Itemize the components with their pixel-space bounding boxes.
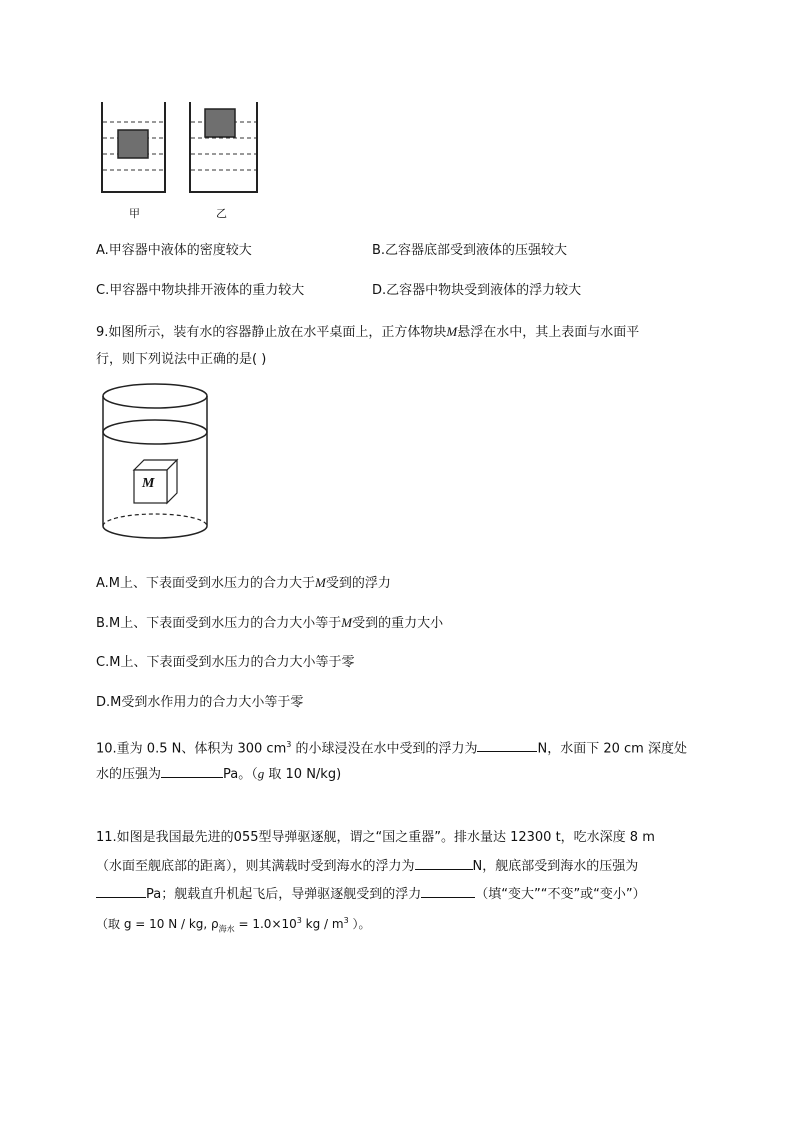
q10-text-c: N，水面下 20 cm 深度处 xyxy=(537,741,687,757)
q10-blank-2[interactable] xyxy=(161,763,223,778)
q10-text-b: 的小球浸没在水中受到的浮力为 xyxy=(291,741,478,757)
q11-text-h: ）。 xyxy=(348,917,371,931)
q9-option-b xyxy=(96,613,443,634)
q9-option-c-text: 上、下表面受到水压力的合力大小等于零 xyxy=(120,655,355,670)
q9-option-b-text1: 上、下表面受到水压力的合力大小等于 xyxy=(120,616,342,631)
q9-option-b-prefix: B.M xyxy=(96,616,121,631)
q9-option-a-text1: 上、下表面受到水压力的合力大于 xyxy=(120,576,316,591)
q8-option-c: C.甲容器中物块排开液体的重力较大 xyxy=(96,283,305,298)
q11-text-d: （填“变大”“不变”或“变小”） xyxy=(475,887,646,902)
q9-stem-text-a: 9.如图所示，装有水的容器静止放在水平桌面上，正方体物块 xyxy=(96,325,447,340)
q11-blank-3[interactable] xyxy=(421,883,475,898)
block-jia xyxy=(118,130,148,158)
container-yi xyxy=(190,102,257,192)
label-jia: 甲 xyxy=(129,207,140,220)
q9-option-a-m: M xyxy=(315,575,326,590)
q9-option-a-text2: 受到的浮力 xyxy=(325,576,391,591)
q11-blank-1[interactable] xyxy=(415,855,473,870)
q10-text-d: 水的压强为 xyxy=(96,767,162,782)
q9-stem-m: M xyxy=(446,324,458,339)
q11-text-g: kg / m xyxy=(301,917,344,931)
q11-blank-2[interactable] xyxy=(96,883,146,898)
q8-option-d: D.乙容器中物块受到液体的浮力较大 xyxy=(372,283,582,298)
q8-figure xyxy=(95,98,275,222)
q9-stem-text-b: 悬浮在水中，其上表面与水面平 xyxy=(457,325,640,340)
q9-option-a xyxy=(96,573,391,594)
q11-sup-1: 3 xyxy=(296,916,302,925)
q11-text-a: （水面至舰底部的距离），则其满载时受到海水的浮力为 xyxy=(96,859,415,874)
q11-text-b: N，舰底部受到海水的压强为 xyxy=(472,859,639,874)
q9-option-a-prefix: A.M xyxy=(96,576,121,591)
q9-figure xyxy=(96,380,216,552)
q11-text-c: Pa；舰载直升机起飞后，导弹驱逐舰受到的浮力 xyxy=(146,887,422,902)
q9-stem-line1 xyxy=(96,322,639,343)
q8-option-a: A.甲容器中液体的密度较大 xyxy=(96,243,252,258)
q11-line3 xyxy=(96,883,646,905)
q11-line1: 11.如图是我国最先进的055型导弹驱逐舰，谓之“国之重器”。排水量达 12300 t，吃水深度 8 m xyxy=(96,830,655,845)
q11-text-f: = 1.0×10 xyxy=(234,917,297,931)
q9-option-d xyxy=(96,693,303,713)
container-jia xyxy=(102,102,165,192)
q9-option-c-prefix: C.M xyxy=(96,655,121,670)
q10-text-a: 10.重为 0.5 N、体积为 300 cm xyxy=(96,741,287,757)
q11-sup-2: 3 xyxy=(343,916,349,925)
q9-option-d-text: 受到水作用力的合力大小等于零 xyxy=(121,695,304,710)
cube-m xyxy=(134,460,177,503)
q10-line1 xyxy=(96,735,687,759)
q9-option-d-prefix: D.M xyxy=(96,695,122,710)
q11-text-e: （取 g = 10 N / kg, ρ xyxy=(96,917,219,931)
q10-blank-1[interactable] xyxy=(477,737,537,752)
q11-line2 xyxy=(96,855,638,877)
q10-text-f: 取 10 N/kg) xyxy=(264,767,342,782)
q10-sup: 3 xyxy=(286,740,292,749)
q10-line2 xyxy=(96,763,341,785)
q8-option-b: B.乙容器底部受到液体的压强较大 xyxy=(372,243,568,258)
block-yi xyxy=(205,109,235,137)
q10-text-e: Pa。（ xyxy=(223,767,258,782)
q10-g: g xyxy=(257,766,265,781)
q9-option-b-m: M xyxy=(341,615,353,630)
q11-rho-sub: 海水 xyxy=(218,924,235,934)
label-yi: 乙 xyxy=(216,207,227,220)
q11-line4 xyxy=(96,911,371,939)
cube-m-label: M xyxy=(142,476,155,491)
q9-option-b-text2: 受到的重力大小 xyxy=(352,616,444,631)
q9-option-c xyxy=(96,653,354,673)
q9-stem-line2: 行，则下列说法中正确的是( ) xyxy=(96,352,267,367)
